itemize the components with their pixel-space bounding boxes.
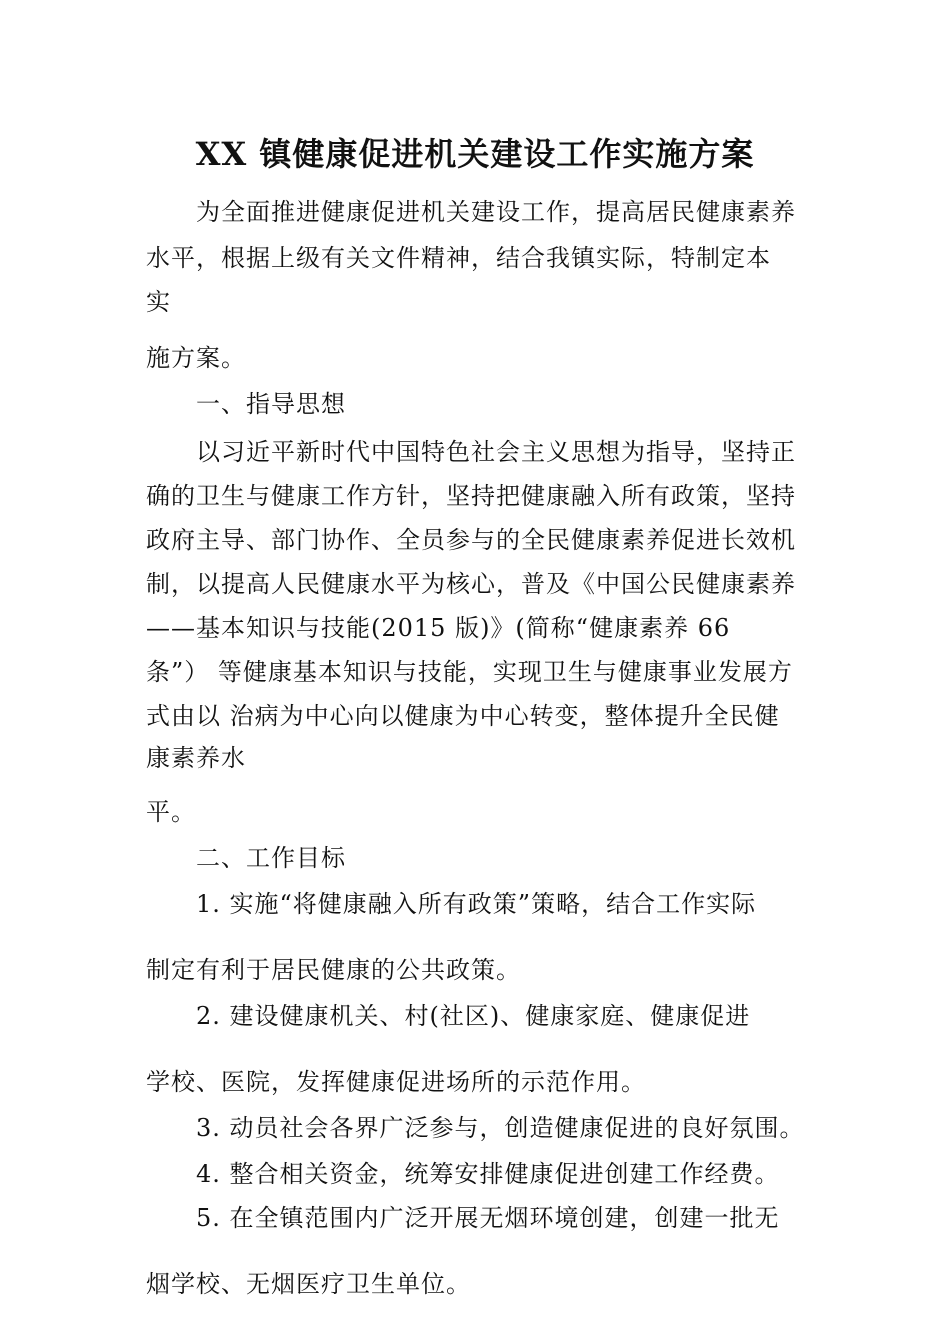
list-item: 5. 在全镇范围内广泛开展无烟环境创建，创建一批无	[196, 1204, 780, 1232]
paragraph-line: 为全面推进健康促进机关建设工作，提高居民健康素养	[196, 198, 796, 226]
list-item: 2. 建设健康机关、村(社区)、健康家庭、健康促进	[196, 1002, 751, 1030]
paragraph-line: 政府主导、部门协作、全员参与的全民健康素养促进长效机	[146, 526, 796, 554]
list-item: 3. 动员社会各界广泛参与，创造健康促进的良好氛围。	[196, 1114, 805, 1142]
paragraph-line: 实	[146, 288, 171, 316]
list-item-continuation: 烟学校、无烟医疗卫生单位。	[146, 1270, 471, 1298]
paragraph-line: 以习近平新时代中国特色社会主义思想为指导，坚持正	[196, 438, 796, 466]
paragraph-line: 施方案。	[146, 344, 246, 372]
paragraph-line: 条”） 等健康基本知识与技能，实现卫生与健康事业发展方	[146, 658, 793, 686]
document-title: XX 镇健康促进机关建设工作实施方案	[195, 135, 755, 173]
paragraph-line: 平。	[146, 798, 196, 826]
section-heading: 二、工作目标	[196, 844, 346, 872]
section-heading: 一、指导思想	[196, 390, 346, 418]
list-item-continuation: 制定有利于居民健康的公共政策。	[146, 956, 521, 984]
paragraph-line: ——基本知识与技能(2015 版)》(简称“健康素养 66	[146, 614, 731, 642]
paragraph-line: 水平，根据上级有关文件精神，结合我镇实际，特制定本	[146, 244, 771, 272]
paragraph-line: 式由以 治病为中心向以健康为中心转变，整体提升全民健	[146, 702, 780, 730]
list-item: 1. 实施“将健康融入所有政策”策略，结合工作实际	[196, 890, 757, 918]
list-item: 4. 整合相关资金，统筹安排健康促进创建工作经费。	[196, 1160, 780, 1188]
paragraph-line: 确的卫生与健康工作方针，坚持把健康融入所有政策，坚持	[146, 482, 796, 510]
list-item-continuation: 学校、医院，发挥健康促进场所的示范作用。	[146, 1068, 646, 1096]
paragraph-line: 康素养水	[146, 744, 246, 772]
paragraph-line: 制，以提高人民健康水平为核心，普及《中国公民健康素养	[146, 570, 796, 598]
